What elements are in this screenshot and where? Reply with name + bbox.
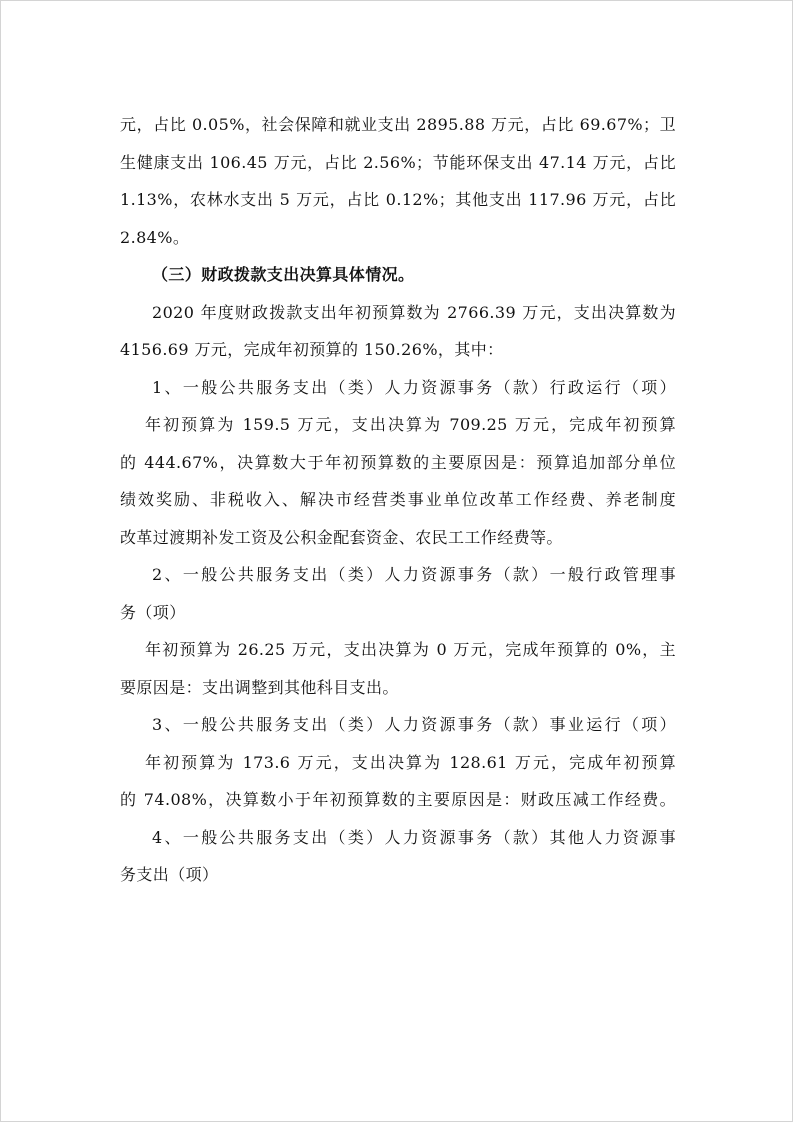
- text-line: 的 444.67%，决算数大于年初预算数的主要原因是：预算追加部分单位: [120, 452, 676, 472]
- text-line: 的 74.08%，决算数小于年初预算数的主要原因是：财政压减工作经费。: [120, 790, 676, 809]
- text-line: 2.84%。: [120, 227, 190, 247]
- text-line: 元，占比 0.05%，社会保障和就业支出 2895.88 万元，占比 69.67%；卫: [120, 115, 676, 134]
- document-body: [120, 106, 676, 894]
- text-line: 务（项）: [120, 602, 186, 622]
- text-line: 改革过渡期补发工资及公积金配套资金、农民工工作经费等。: [120, 527, 563, 547]
- item-heading: 2、一般公共服务支出（类）人力资源事务（款）一般行政管理事: [152, 565, 676, 584]
- item-heading: 4、一般公共服务支出（类）人力资源事务（款）其他人力资源事: [152, 827, 676, 847]
- text-line: 年初预算为 173.6 万元，支出决算为 128.61 万元，完成年初预算: [145, 752, 676, 772]
- text-line: 年初预算为 159.5 万元，支出决算为 709.25 万元，完成年初预算: [145, 415, 676, 434]
- text-line: 1.13%，农林水支出 5 万元，占比 0.12%；其他支出 117.96 万元，占比: [120, 190, 676, 209]
- item-heading: 3、一般公共服务支出（类）人力资源事务（款）事业运行（项）: [152, 715, 676, 734]
- section-heading: （三）财政拨款支出决算具体情况。: [152, 265, 415, 284]
- text-line: 生健康支出 106.45 万元，占比 2.56%；节能环保支出 47.14 万元，占比: [120, 152, 676, 172]
- text-line: 务支出（项）: [120, 865, 219, 884]
- text-line: 绩效奖励、非税收入、解决市经营类事业单位改革工作经费、养老制度: [120, 490, 676, 509]
- text-line: 2020 年度财政拨款支出年初预算数为 2766.39 万元，支出决算数为: [152, 302, 676, 322]
- text-line: 要原因是：支出调整到其他科目支出。: [120, 677, 399, 697]
- text-line: 4156.69 万元，完成年初预算的 150.26%，其中：: [120, 340, 504, 359]
- text-line: 年初预算为 26.25 万元，支出决算为 0 万元，完成年预算的 0%，主: [145, 640, 676, 659]
- item-heading: 1、一般公共服务支出（类）人力资源事务（款）行政运行（项）: [152, 377, 676, 397]
